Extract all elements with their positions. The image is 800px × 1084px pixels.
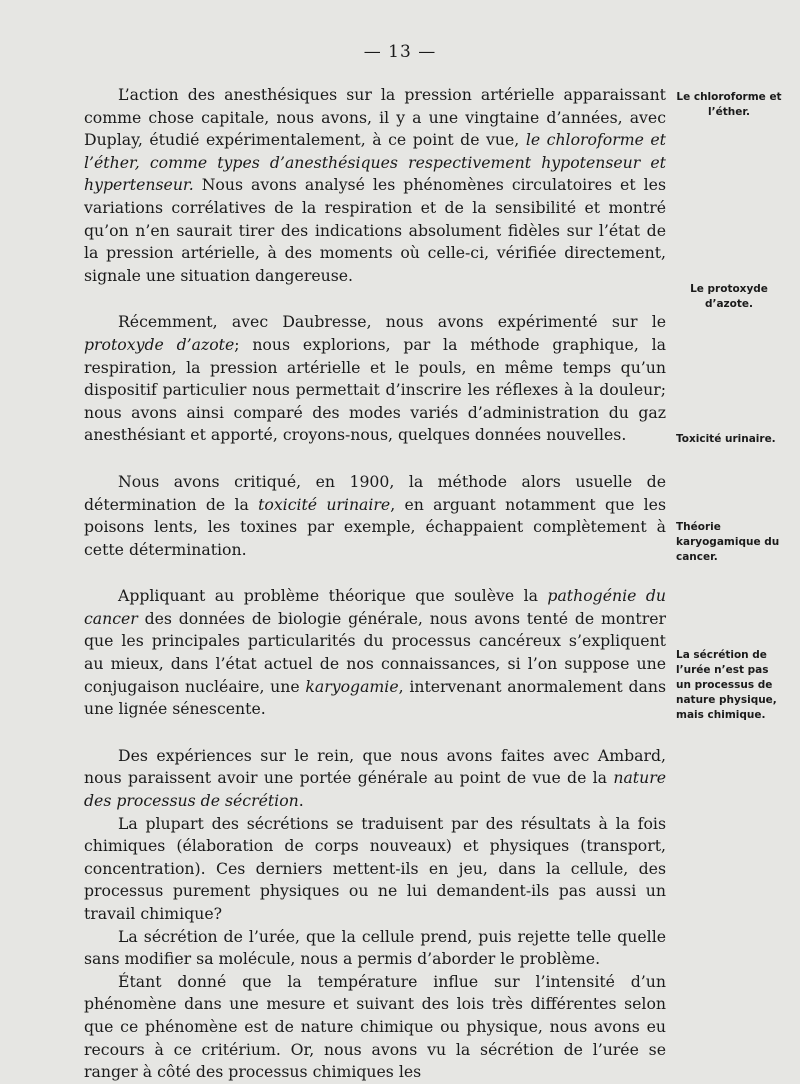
margin-note-nitrous-oxide: Le protoxyde d’azote. [690, 283, 768, 310]
text-run: Étant donné que la température influe sur l’intensité d’un phénomène dans une mesure et suivant des lois très différentes selon que ce phénomène est de nature chimique ou physique, nous avons eu recours à ce critérium. Or, nous avons vu la sécrétion de l’urée se ranger à côté des processus chimiques les [84, 971, 666, 1082]
paragraph-secretions [84, 813, 666, 926]
emphasis-text: pathogénie du cancer [84, 586, 666, 628]
text-run: La plupart des sécrétions se traduisent par des résultats à la fois chimiques (élaboration de corps nouveaux) et physiques (transport, concentration). Ces derniers mettent-ils en jeu, dans la cellule, des processus purement physiques ou ne lui demandent-ils pas aussi un travail chimique? [84, 813, 666, 923]
paragraph-urea [84, 926, 666, 971]
body-text [84, 84, 666, 1084]
emphasis-text: protoxyde d’azote [84, 334, 235, 354]
margin-note-chloroform: Le chloroforme et l’éther. [676, 91, 782, 118]
paragraph-kidney-experiments [84, 745, 666, 813]
text-run: , en arguant notamment que les poisons lents, les toxines par exemple, échappaient complètement à cette détermination. [84, 494, 667, 559]
text-run: La sécrétion de l’urée, que la cellule prend, puis rejette telle quelle sans modifier sa molécule, nous a permis d’aborder le problème. [84, 926, 666, 969]
emphasis-text: le chloroforme et l’éther, comme types d’anesthésiques respectivement hypotenseur et hypertenseur. [84, 130, 666, 195]
text-run: Des expériences sur le rein, que nous avons faites avec Ambard, nous paraissent avoir une portée générale au point de vue de la [84, 745, 666, 788]
margin-note-urinary-toxicity: Toxicité urinaire. [676, 433, 776, 445]
text-run: des données de biologie générale, nous avons tenté de montrer que les principales particularités du processus cancéreux s’expliquent au mieux, dans l’état actuel de nos connaissances, si l’on suppose une conjugaison nucléaire, une [84, 608, 666, 696]
emphasis-text: toxicité urinaire [258, 494, 391, 514]
text-run: ; nous explorions, par la méthode graphique, la respiration, la pression artérielle et le pouls, en même temps qu’un dispositif particulier nous permettait d’inscrire les réflexes à la douleur; nous avons ainsi comparé des modes variés d’administration du gaz anesthésiant et apporté, croyons-nous, quelques données nouvelles. [84, 334, 666, 445]
paragraph-anesthetics [84, 84, 666, 287]
margin-note-cancer-theory: Théorie karyogamique du cancer. [676, 521, 780, 563]
text-run: Nous avons analysé les phénomènes circulatoires et les variations corrélatives de la respiration et de la sensibilité et montré qu’on n’en saurait tirer des indications absolument fidèles sur l’état de la pression artérielle, à des moments où celle-ci, vérifiée directement, signale une situation dangereuse. [84, 175, 666, 285]
text-run: . [298, 791, 304, 811]
page-number: — 13 — [363, 42, 437, 62]
emphasis-text: nature des processus de sécrétion [84, 768, 666, 811]
text-run: Nous avons critiqué, en 1900, la méthode alors usuelle de détermination de la [84, 471, 666, 514]
paragraph-temperature [84, 971, 666, 1084]
paragraph-nitrous-oxide [84, 311, 666, 447]
text-run: L’action des anesthésiques sur la pression artérielle apparaissant comme chose capitale, nous avons, il y a une vingtaine d’années, avec Duplay, étudié expérimentalement, à ce point de vue, [84, 85, 666, 150]
text-run: Appliquant au problème théorique que soulève la [118, 586, 548, 606]
text-run: Récemment, avec Daubresse, nous avons expérimenté sur le [118, 312, 666, 332]
paragraph-urinary-toxicity [84, 471, 666, 561]
text-run: , intervenant anormalement dans une lignée sénescente. [84, 676, 666, 719]
emphasis-text: karyogamie [305, 676, 399, 696]
paragraph-cancer-theory [84, 585, 666, 721]
margin-note-urea-secretion: La sécrétion de l’urée n’est pas un processus de nature physique, mais chimique. [676, 649, 777, 721]
